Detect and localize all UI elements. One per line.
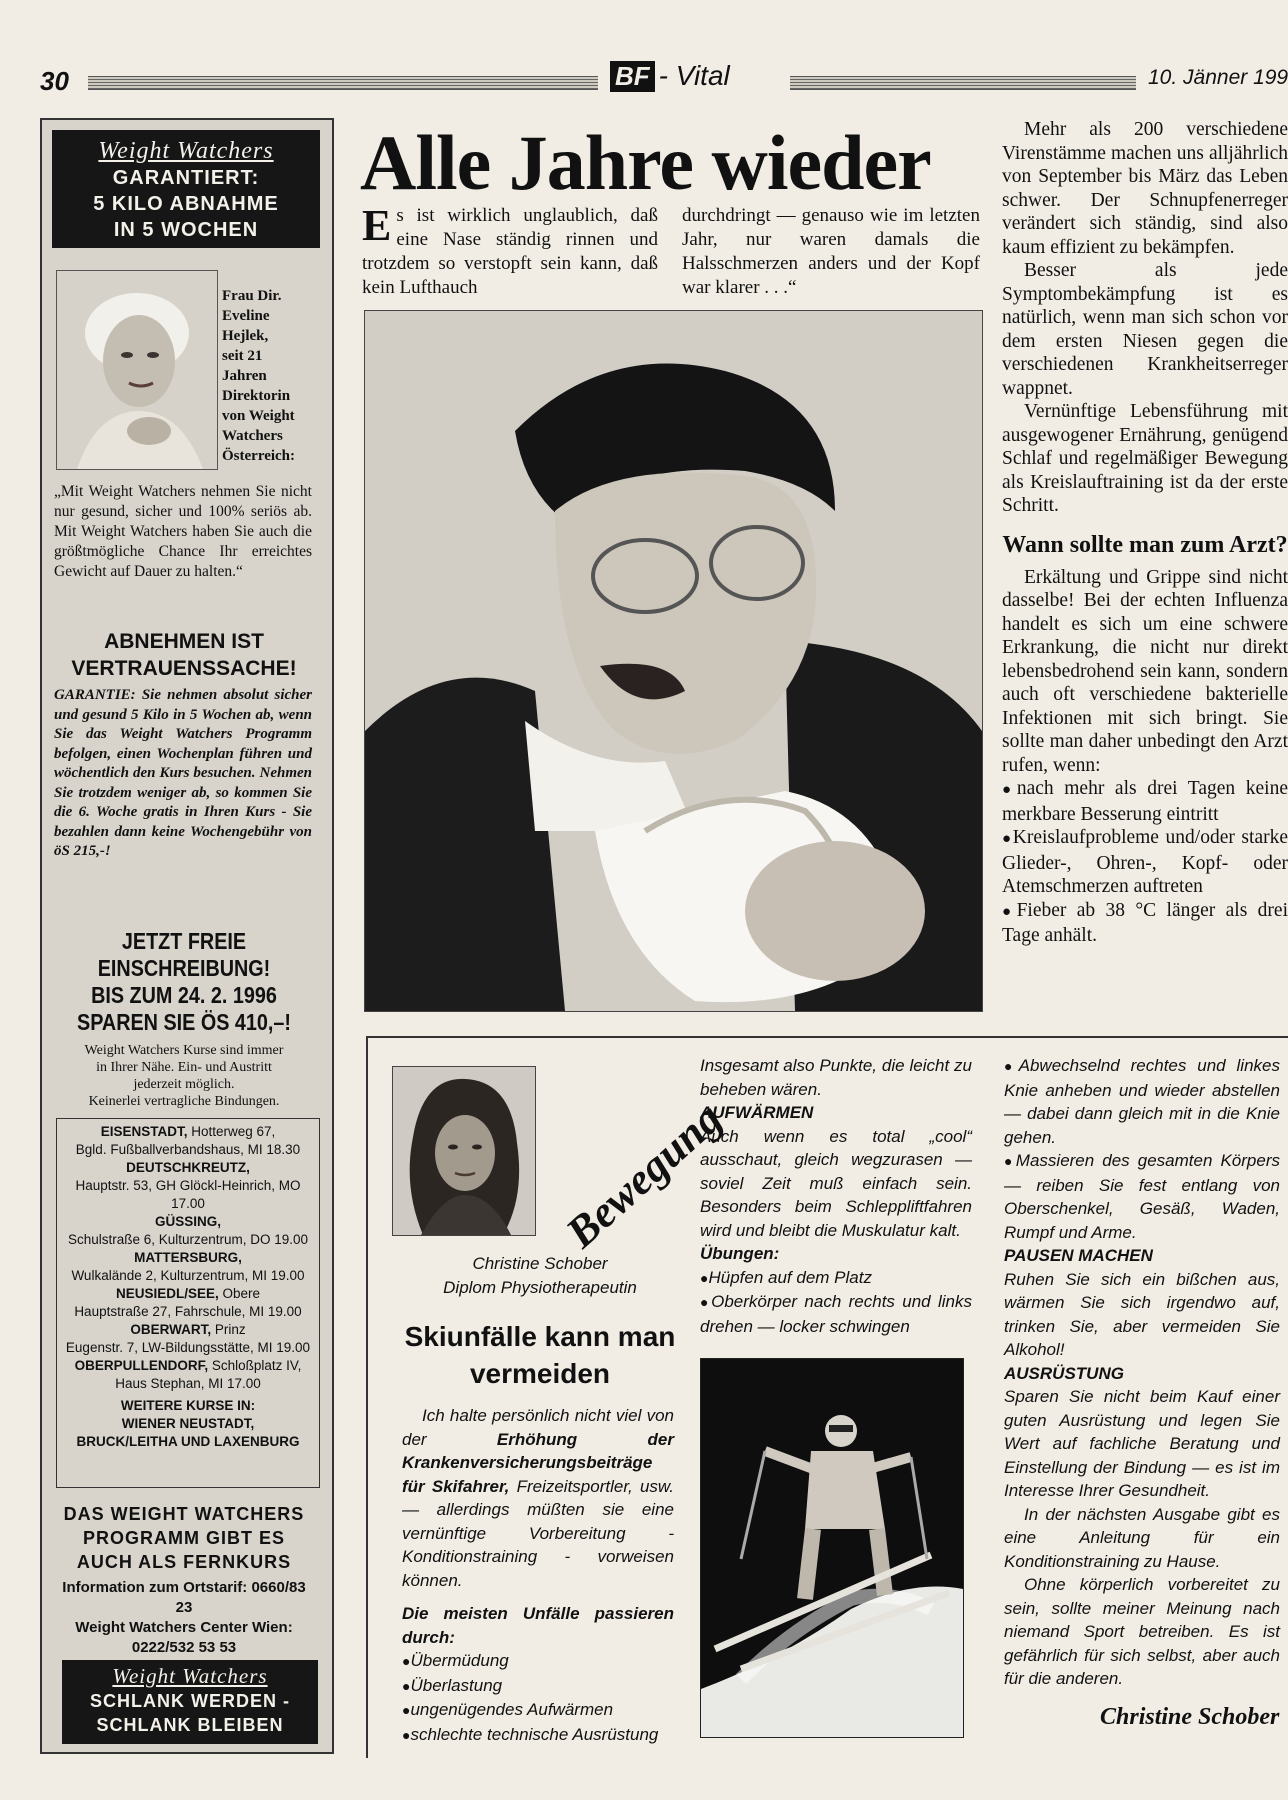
more-courses-line: BRUCK/LEITHA UND LAXENBURG [76,1434,300,1449]
bio-line: Frau Dir. [222,288,282,304]
paragraph: Auch wenn es total „cool“ ausschaut, gleich wegzurasen — soviel Zeit muß einfach sein. Besonders beim Schleppliftfahren wird und bleibt die Muskulatur kalt. [700,1126,972,1240]
brand-logo: Weight Watchers [112,1664,268,1688]
bio-line: Watchers [222,428,283,444]
distance-line: AUCH ALS FERNKURS [76,1552,292,1572]
portrait-photo-hejlek [56,270,218,470]
headline-line: GARANTIERT: [112,167,260,189]
distance-line: PROGRAMM GIBT ES [82,1528,285,1548]
intro-text: Ich halte persönlich nicht viel von der [402,1406,674,1449]
list-item: ● ungenügendes Aufwärmen [402,1698,674,1723]
section-name: - Vital [658,60,730,91]
subheading: Wann sollte man zum Arzt? [1002,531,1288,558]
page-number: 30 [40,66,69,96]
intro-paragraph [402,1404,674,1592]
author-caption [390,1252,690,1300]
trust-heading [54,628,314,682]
location-town: OBERPULLENDORF, [74,1358,209,1373]
slogan-line: SCHLANK BLEIBEN [96,1715,284,1735]
list-item: ● Oberkörper nach rechts und links drehen — locker schwingen [700,1290,972,1338]
paragraph: Sparen Sie nicht beim Kauf einer guten Ausrüstung und legen Sie Wert auf fachliche Beratung und Einstellung der Bindung — es ist im Interesse Ihrer Gesundheit. [1004,1387,1280,1500]
header-rule-right [790,76,1136,90]
section-label-bewegung: Bewegung [556,1093,732,1258]
section-masthead [610,60,730,92]
article-title: Alle Jahre wieder [360,119,931,206]
list-item: ● schlechte technische Ausrüstung [402,1723,674,1748]
location-item [57,1213,319,1249]
magazine-logo: BF [610,61,655,92]
location-town: MATTERSBURG, [134,1250,242,1265]
course-info-line: jederzeit möglich. [133,1077,235,1092]
bio-line: Österreich: [222,448,296,464]
location-item [57,1249,319,1285]
list-item: ● Fieber ab 38 °C länger als drei Tage anhält. [1002,899,1288,948]
paragraph: In der nächsten Ausgabe gibt es eine Anleitung für ein Konditionstraining zu Hause. [1004,1504,1280,1571]
paragraph: Mehr als 200 verschiedene Virenstämme machen uns alljährlich von September bis März das Leben schwer. Der Schnupfenerreger verändert sich ständig, sind also kaum effizient zu bekämpfen. [1002,119,1288,258]
author-photo [392,1066,536,1236]
bio-line: seit 21 [222,348,263,364]
paragraph: Vernünftige Lebensführung mit ausgewogener Ernährung, genügend Schlaf und regelmäßiger Bewegung als Kreislauftraining ist da der erste Schritt. [1002,401,1288,516]
guarantee-text: GARANTIE: Sie nehmen absolut sicher und gesund 5 Kilo in 5 Wochen ab, wenn Sie das Weight Watchers Programm befolgen, einen Wochenplan führen und wöchentlich den Kurs besuchen. Nehmen Sie trotzdem weniger ab, so kommen Sie die 6. Woche gratis in Ihren Kurs - Sie bezahlen dann keine Wochengebühr von öS 215,-! [54,687,312,859]
course-info [54,1042,314,1110]
ad-headline [52,165,320,243]
location-detail: Schulstraße 6, Kulturzentrum, DO 19.00 [67,1232,309,1247]
location-item [57,1321,319,1357]
accidents-list [402,1649,674,1747]
symptom-list [1002,777,1288,948]
location-detail: Hauptstraße 27, Fahrschule, MI 19.00 [74,1304,302,1319]
ski-column-3 [1004,1054,1280,1691]
warmup-heading: AUFWÄRMEN [700,1103,814,1122]
more-courses-line: WEITERE KURSE IN: [120,1398,256,1413]
course-info-line: Keinerlei vertragliche Bindungen. [88,1094,280,1109]
paragraph: Insgesamt also Punkte, die leicht zu beheben wären. [700,1056,972,1099]
offer-line: BIS ZUM 24. 2. 1996 [91,982,277,1008]
offer-line: EINSCHREIBUNG! [97,955,271,981]
intro-emphasis: Erhöhung der Krankenversicherungsbeiträge für Skifahrer, [402,1429,674,1496]
author-title: Diplom Physiotherapeutin [443,1278,637,1297]
exercise-list [700,1266,972,1339]
distance-course [54,1502,314,1574]
header-rule-left [88,76,598,90]
ski-column-2 [700,1054,972,1338]
author-signature: Christine Schober [1100,1704,1280,1730]
issue-date: 10. Jänner 199 [1148,66,1288,89]
paragraph: Besser als jede Symptombekämpfung ist es natürlich, wenn man sich schon vor dem ersten Niesen gegen die verschiedenen Krankheitserreger wappnet. [1002,260,1288,399]
ad-header-box [52,130,320,248]
exercises-heading: Übungen: [700,1244,780,1263]
location-detail: Eugenstr. 7, LW-Bildungsstätte, MI 19.00 [65,1340,311,1355]
list-item: ● Hüpfen auf dem Platz [700,1266,972,1291]
lead-column-1 [362,201,658,300]
bio-line: Direktorin [222,388,291,404]
location-address: Obere [218,1286,261,1301]
bio-text [222,286,332,466]
bio-line: Eveline [222,308,270,324]
drop-cap: E [362,201,392,250]
lead-column-2: durchdringt — genauso wie im letzten Jahr, nur waren damals die Halsschmerzen anders und der Kopf war klarer . . .“ [682,205,980,298]
location-town: OBERWART, [130,1322,212,1337]
article-right-column [1002,118,1288,948]
ad-footer-box [62,1660,318,1744]
bio-line: Hejlek, [222,328,269,344]
list-item: ● Abwechselnd rechtes und linkes Knie anheben und wieder abstellen — dabei dann gleich mit in die Knie gehen. [1004,1054,1280,1149]
location-detail: Hauptstr. 53, GH Glöckl-Heinrich, MO 17.00 [75,1178,301,1211]
location-item [57,1159,319,1213]
location-town: DEUTSCHKREUTZ, [126,1160,250,1175]
lead-text: s ist wirklich unglaublich, daß eine Nase ständig rinnen und trotzdem so verstopft sein kann, daß kein Lufthauch [362,205,658,298]
paragraph: Erkältung und Grippe sind nicht dasselbe! Bei der echten Influenza handelt es sich um eine schwere Erkrankung, die nicht nur direkt lebensbedrohend sein kann, sondern auch oft verschiedene bakterielle Infektionen mit sich bringt. Sie sollte man daher unbedingt den Arzt rufen, wenn: [1002,566,1288,776]
contact-line: Weight Watchers Center Wien: [75,1619,293,1636]
offer-line: JETZT FREIE [121,928,247,954]
pause-heading: PAUSEN MACHEN [1004,1246,1153,1265]
course-info-line: Weight Watchers Kurse sind immer [84,1043,284,1058]
location-item [57,1285,319,1321]
paragraph: Ruhen Sie sich ein bißchen aus, wärmen Sie sich irgendwo auf, trinken Sie, aber vermeiden Sie Alkohol! [1004,1269,1280,1359]
exercise-list-continued [1004,1054,1280,1244]
location-town: EISENSTADT, [100,1124,188,1139]
slogan-line: SCHLANK WERDEN - [90,1691,290,1711]
contact-line: 0222/532 53 53 [131,1639,237,1656]
brand-logo: Weight Watchers [98,138,274,164]
headline-line: IN 5 WOCHEN [113,219,259,241]
intro-text: Freizeitsportler, usw. — allerdings müßten sie eine vernünftige Vorbereitung - Konditionstraining - vorweisen können. [402,1476,674,1590]
trust-heading-line: ABNEHMEN IST [104,630,264,653]
location-town: GÜSSING, [154,1214,221,1229]
trust-heading-line: VERTRAUENSSACHE! [71,657,297,680]
location-town: NEUSIEDL/SEE, [115,1286,219,1301]
contact-info [54,1578,314,1658]
equipment-heading: AUSRÜSTUNG [1004,1363,1124,1383]
location-detail: Haus Stephan, MI 17.00 [115,1376,261,1391]
offer-line: SPAREN SIE ÖS 410,–! [76,1009,292,1035]
location-detail: Wulkalände 2, Kulturzentrum, MI 19.00 [71,1268,305,1283]
distance-line: DAS WEIGHT WATCHERS [63,1504,305,1524]
more-courses-line: WIENER NEUSTADT, [121,1416,255,1431]
skier-photo [700,1358,964,1738]
location-detail: Bgld. Fußballverbandshaus, MI 18.30 [75,1142,301,1157]
more-courses [57,1397,319,1451]
ski-article-title: Skiunfälle kann man vermeiden [404,1321,676,1389]
list-item: ● Überlastung [402,1674,674,1699]
bio-line: Jahren [222,368,267,384]
author-name: Christine Schober [472,1254,608,1273]
location-address: Hotterweg 67, [187,1124,276,1139]
location-item [57,1123,319,1159]
location-item [57,1357,319,1393]
course-info-line: in Ihrer Nähe. Ein- und Austritt [96,1060,272,1075]
accidents-heading: Die meisten Unfälle passieren durch: [402,1604,674,1647]
list-item: ● Kreislaufprobleme und/oder starke Glieder-, Ohren-, Kopf- oder Atemschmerzen auftreten [1002,826,1288,899]
bio-line: von Weight [222,408,295,424]
ski-column-1 [402,1404,674,1747]
contact-line: Information zum Ortstarif: 0660/83 23 [62,1579,306,1616]
list-item: ● Übermüdung [402,1649,674,1674]
course-locations [56,1118,320,1488]
list-item: ● nach mehr als drei Tagen keine merkbare Besserung eintritt [1002,777,1288,826]
headline-line: 5 KILO ABNAHME [93,193,279,215]
location-address: Schloßplatz IV, [208,1358,302,1373]
offer-block [72,928,296,1036]
location-address: Prinz [211,1322,246,1337]
list-item: ● Massieren des gesamten Körpers — reiben Sie fest entlang von Oberschenkel, Gesäß, Waden, Rumpf und Arme. [1004,1149,1280,1244]
sneezing-man-photo [364,310,983,1012]
testimonial-quote: „Mit Weight Watchers nehmen Sie nicht nur gesund, sicher und 100% seriös ab. Mit Weight Watchers haben Sie auch die größtmögliche Chance Ihr erreichtes Gewicht auf Dauer zu halten.“ [54,483,312,580]
ad-slogan [62,1689,318,1737]
paragraph: Ohne körperlich vorbereitet zu sein, sollte meiner Meinung nach niemand Sport betreiben. Es ist gefährlich für sich selbst, aber auch für die anderen. [1004,1575,1280,1688]
